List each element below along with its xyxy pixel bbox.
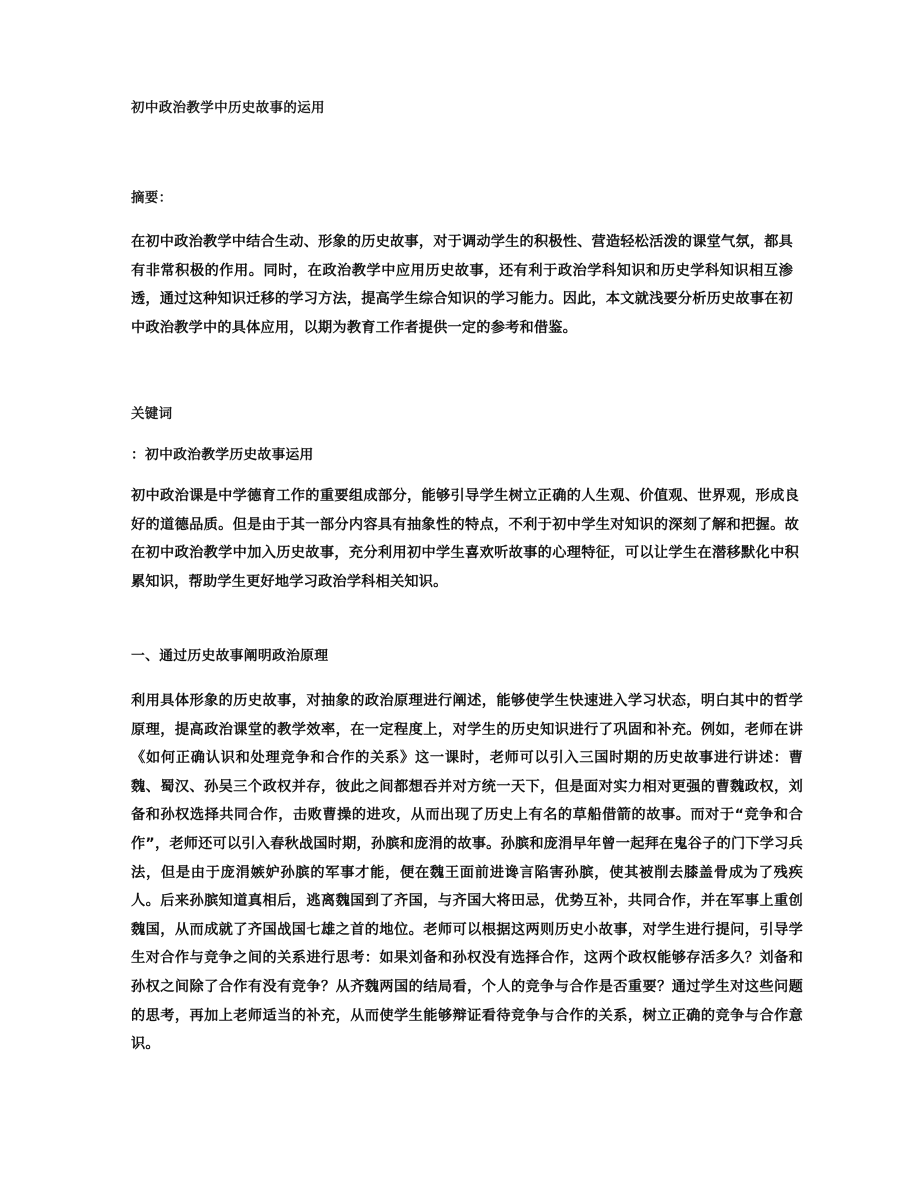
page-content-column <box>131 0 803 1059</box>
introduction-paragraph: 初中政治课是中学德育工作的重要组成部分，能够引导学生树立正确的人生观、价值观、世界观，形成良好的道德品质。但是由于其一部分内容具有抽象性的特点，不利于初中学生对知识的深刻了解和把握。故在初中政治教学中加入历史故事，充分利用初中学生喜欢听故事的心理特征，可以让学生在潜移默化中积累知识，帮助学生更好地学习政治学科相关知识。 <box>131 488 799 590</box>
section-body-1: 利用具体形象的历史故事，对抽象的政治原理进行阐述，能够使学生快速进入学习状态，明白其中的哲学原理，提高政治课堂的教学效率，在一定程度上，对学生的历史知识进行了巩固和补充。例如，老师在讲《如何正确认识和处理竞争和合作的关系》这一课时，老师可以引入三国时期的历史故事进行讲述：曹魏、蜀汉、孙吴三个政权并存，彼此之间都想吞并对方统一天下，但是面对实力相对更强的曹魏政权，刘备和孙权选择共同合作，击败曹操的进攻，从而出现了历史上有名的草船借箭的故事。而对于“竞争和合作”，老师还可以引入春秋战国时期，孙膑和庞涓的故事。孙膑和庞涓早年曾一起拜在鬼谷子的门下学习兵法，但是由于庞涓嫉妒孙膑的军事才能，便在魏王面前进谗言陷害孙膑，使其被削去膝盖骨成为了残疾人。后来孙膑知道真相后，逃离魏国到了齐国，与齐国大将田忌，优势互补，共同合作，并在军事上重创魏国，从而成就了齐国战国七雄之首的地位。老师可以根据这两则历史小故事，对学生进行提问，引导学生对合作与竞争之间的关系进行思考：如果刘备和孙权没有选择合作，这两个政权能够存活多久？刘备和孙权之间除了合作有没有竞争？从齐魏两国的结局看，个人的竞争与合作是否重要？通过学生对这些问题的思考，再加上老师适当的补充，从而使学生能够辩证看待竞争与合作的关系，树立正确的竞争与合作意识。 <box>131 693 803 1053</box>
section-heading-1: 一、通过历史故事阐明政治原理 <box>131 648 329 664</box>
keywords-value: ：初中政治教学历史故事运用 <box>131 447 314 463</box>
abstract-body: 在初中政治教学中结合生动、形象的历史故事，对于调动学生的积极性、营造轻松活泼的课堂气氛，都具有非常积极的作用。同时，在政治教学中应用历史故事，还有利于政治学科知识和历史学科知识相互渗透，通过这种知识迁移的学习方法，提高学生综合知识的学习能力。因此，本文就浅要分析历史故事在初中政治教学中的具体应用，以期为教育工作者提供一定的参考和借鉴。 <box>131 234 793 336</box>
abstract-label: 摘要： <box>131 190 173 206</box>
keywords-label: 关键词 <box>131 406 173 422</box>
page-title: 初中政治教学中历史故事的运用 <box>131 100 325 116</box>
